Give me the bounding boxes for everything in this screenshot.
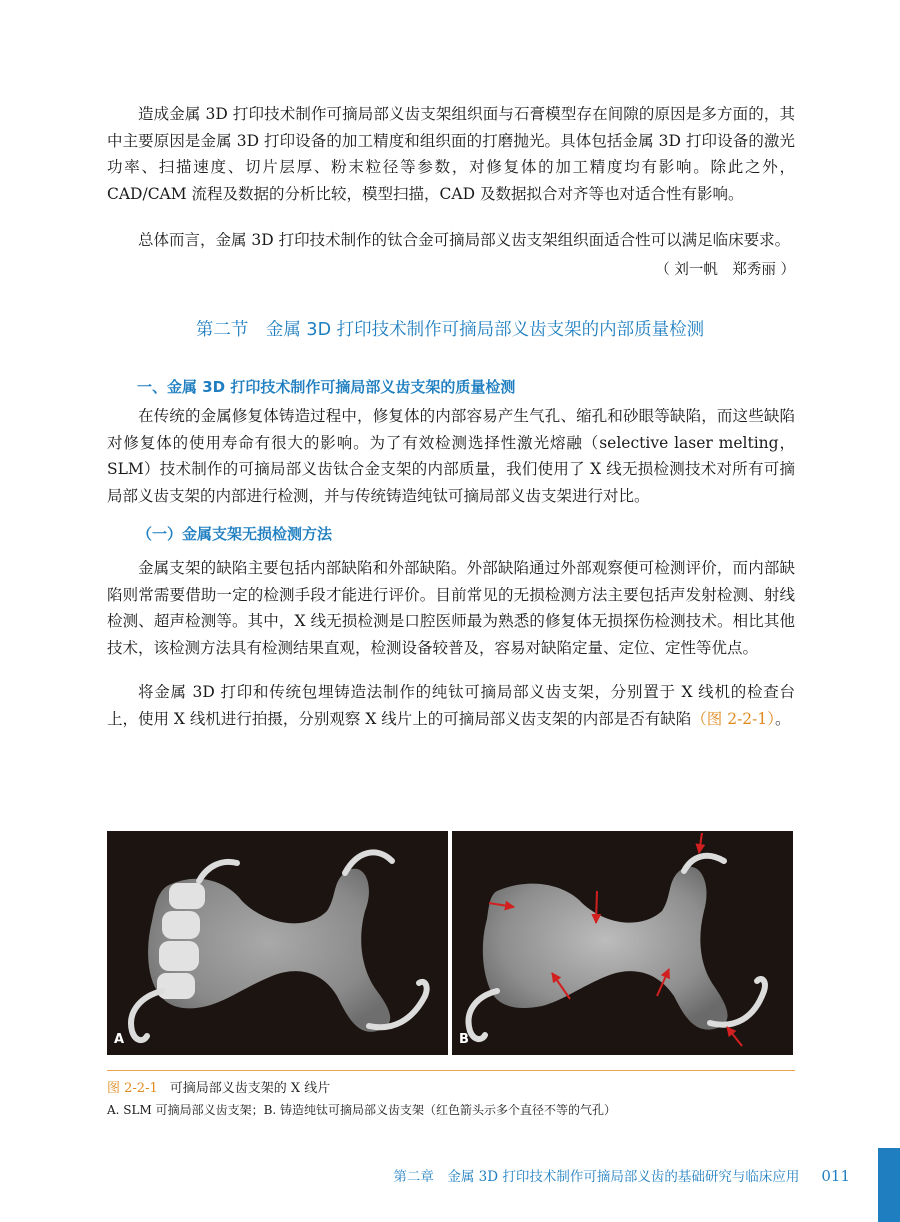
xray-cast-drawing <box>452 831 793 1055</box>
heading-nondestructive-method: （一）金属支架无损检测方法 <box>137 525 333 543</box>
author-credit: （ 刘一帆 郑秀丽 ） <box>655 262 795 278</box>
paragraph-xray-procedure <box>107 679 795 732</box>
chapter-title: 第二章 金属 3D 打印技术制作可摘局部义齿的基础研究与临床应用 <box>393 1169 800 1185</box>
tooth-3 <box>159 941 199 971</box>
figure-note: A. SLM 可摘局部义齿支架；B. 铸造纯钛可摘局部义齿支架（红色箭头示多个直径不等的气孔） <box>107 1103 617 1117</box>
xray-image-slm-framework <box>107 831 448 1055</box>
figure-reference-link[interactable]: （图 2-2-1） <box>691 709 776 728</box>
clasp-bottom-left <box>131 991 162 1040</box>
section-title: 第二节 金属 3D 打印技术制作可摘局部义齿支架的内部质量检测 <box>195 320 705 340</box>
figure-label-b: B <box>459 1032 469 1047</box>
paragraph-casting-defects: 在传统的金属修复体铸造过程中，修复体的内部容易产生气孔、缩孔和砂眼等缺陷，而这些缺陷对修复体的使用寿命有很大的影响。为了有效检测选择性激光熔融（selective laser melting，SLM）技术制作的可摘局部义齿钛合金支架的内部质量，我们使用了 X 线无损检测技术对所有可摘局部义齿支架的内部进行检测，并与传统铸造纯钛可摘局部义齿支架进行对比。 <box>107 407 795 505</box>
caption-divider <box>107 1070 795 1071</box>
arrow-6 <box>727 1027 742 1046</box>
framework-body <box>483 867 728 1030</box>
xray-slm-drawing <box>107 831 448 1055</box>
paragraph-defect-types: 金属支架的缺陷主要包括内部缺陷和外部缺陷。外部缺陷通过外部观察便可检测评价，而内部缺陷则常需要借助一定的检测手段才能进行评价。目前常见的无损检测方法主要包括声发射检测、射线检测、超声检测等。其中，X 线无损检测是口腔医师最为熟悉的修复体无损探伤检测技术。相比其他技术，该检测方法具有检测结果直观，检测设备较普及，容易对缺陷定量、定位、定性等优点。 <box>107 559 795 657</box>
paragraph-gap-causes: 造成金属 3D 打印技术制作可摘局部义齿支架组织面与石膏模型存在间隙的原因是多方面的，其中主要原因是金属 3D 打印设备的加工精度和组织面的打磨抛光。具体包括金属 3D 打印设备的激光功率、扫描速度、切片层厚、粉末粒径等参数，对修复体的加工精度均有影响。除此之外，CAD/CAM 流程及数据的分析比较，模型扫描，CAD 及数据拟合对齐等也对适合性有影响。 <box>107 105 795 203</box>
chapter-tab <box>878 1148 900 1222</box>
figure-caption <box>107 1077 330 1096</box>
paragraph-xray-text: 将金属 3D 打印和传统包埋铸造法制作的纯钛可摘局部义齿支架，分别置于 X 线机的检查台上，使用 X 线机进行拍摄，分别观察 X 线片上的可摘局部义齿支架的内部是否有缺陷 <box>107 683 795 728</box>
paragraph-xray-end: 。 <box>775 709 791 728</box>
figure-label-a: A <box>114 1032 125 1047</box>
page-footer <box>393 1165 850 1185</box>
arrow-2 <box>596 891 597 923</box>
tooth-4 <box>157 973 195 999</box>
paragraph-conclusion: 总体而言，金属 3D 打印技术制作的钛合金可摘局部义齿支架组织面适合性可以满足临床要求。 <box>138 231 791 249</box>
figure-title: 可摘局部义齿支架的 X 线片 <box>169 1081 331 1096</box>
xray-image-cast-framework <box>452 831 793 1055</box>
clasp-top-left <box>199 862 237 881</box>
tooth-2 <box>162 911 200 939</box>
page-number: 011 <box>821 1167 850 1185</box>
tooth-1 <box>169 883 205 909</box>
heading-quality-detection: 一、金属 3D 打印技术制作可摘局部义齿支架的质量检测 <box>137 378 516 396</box>
clasp-bottom-left <box>469 991 497 1039</box>
arrow-3 <box>699 833 702 853</box>
figure-number: 图 2-2-1 <box>107 1081 158 1096</box>
